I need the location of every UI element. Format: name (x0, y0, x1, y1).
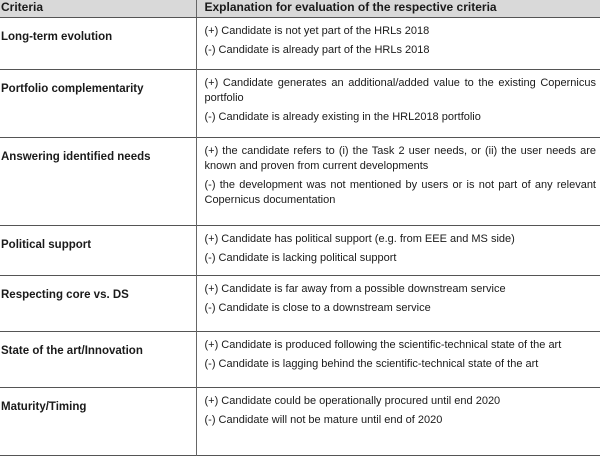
explanation-cell (196, 138, 600, 226)
negative-explanation: (-) Candidate is lacking political support (204, 252, 397, 264)
explanation-cell (196, 18, 600, 70)
explanation-cell (196, 70, 600, 138)
table-header-row (0, 0, 600, 18)
explanation-cell (196, 226, 600, 276)
positive-explanation: (+) Candidate is not yet part of the HRLs 2018 (204, 25, 430, 37)
criterion-cell: Maturity/Timing (0, 388, 196, 456)
criterion-cell: Respecting core vs. DS (0, 276, 196, 332)
criterion-cell: Portfolio complementarity (0, 70, 196, 138)
table-row (0, 70, 600, 138)
positive-explanation: (+) Candidate is produced following the scientific-technical state of the art (204, 339, 562, 351)
table-row (0, 18, 600, 70)
explanation-cell (196, 388, 600, 456)
table-row (0, 276, 600, 332)
negative-explanation: (-) Candidate is already existing in the HRL2018 portfolio (204, 111, 481, 123)
positive-explanation: (+) Candidate could be operationally procured until end 2020 (204, 395, 501, 407)
negative-explanation: (-) the development was not mentioned by users or is not part of any relevant Copernicus documentation (204, 179, 596, 206)
table-row (0, 138, 600, 226)
criterion-cell: Answering identified needs (0, 138, 196, 226)
positive-explanation: (+) the candidate refers to (i) the Task 2 user needs, or (ii) the user needs are known and proven from current developments (204, 145, 596, 172)
header-explanation: Explanation for evaluation of the respective criteria (196, 0, 600, 18)
table-row (0, 226, 600, 276)
criterion-cell: Political support (0, 226, 196, 276)
negative-explanation: (-) Candidate will not be mature until end of 2020 (204, 414, 443, 426)
header-criteria: Criteria (0, 0, 196, 18)
criterion-cell: Long-term evolution (0, 18, 196, 70)
table-row (0, 332, 600, 388)
table-row (0, 388, 600, 456)
explanation-cell (196, 276, 600, 332)
negative-explanation: (-) Candidate is already part of the HRLs 2018 (204, 44, 430, 56)
explanation-cell (196, 332, 600, 388)
positive-explanation: (+) Candidate generates an additional/added value to the existing Copernicus portfolio (204, 77, 596, 104)
positive-explanation: (+) Candidate has political support (e.g. from EEE and MS side) (204, 233, 515, 245)
negative-explanation: (-) Candidate is close to a downstream service (204, 302, 431, 314)
negative-explanation: (-) Candidate is lagging behind the scientific-technical state of the art (204, 358, 539, 370)
positive-explanation: (+) Candidate is far away from a possible downstream service (204, 283, 506, 295)
criterion-cell: State of the art/Innovation (0, 332, 196, 388)
